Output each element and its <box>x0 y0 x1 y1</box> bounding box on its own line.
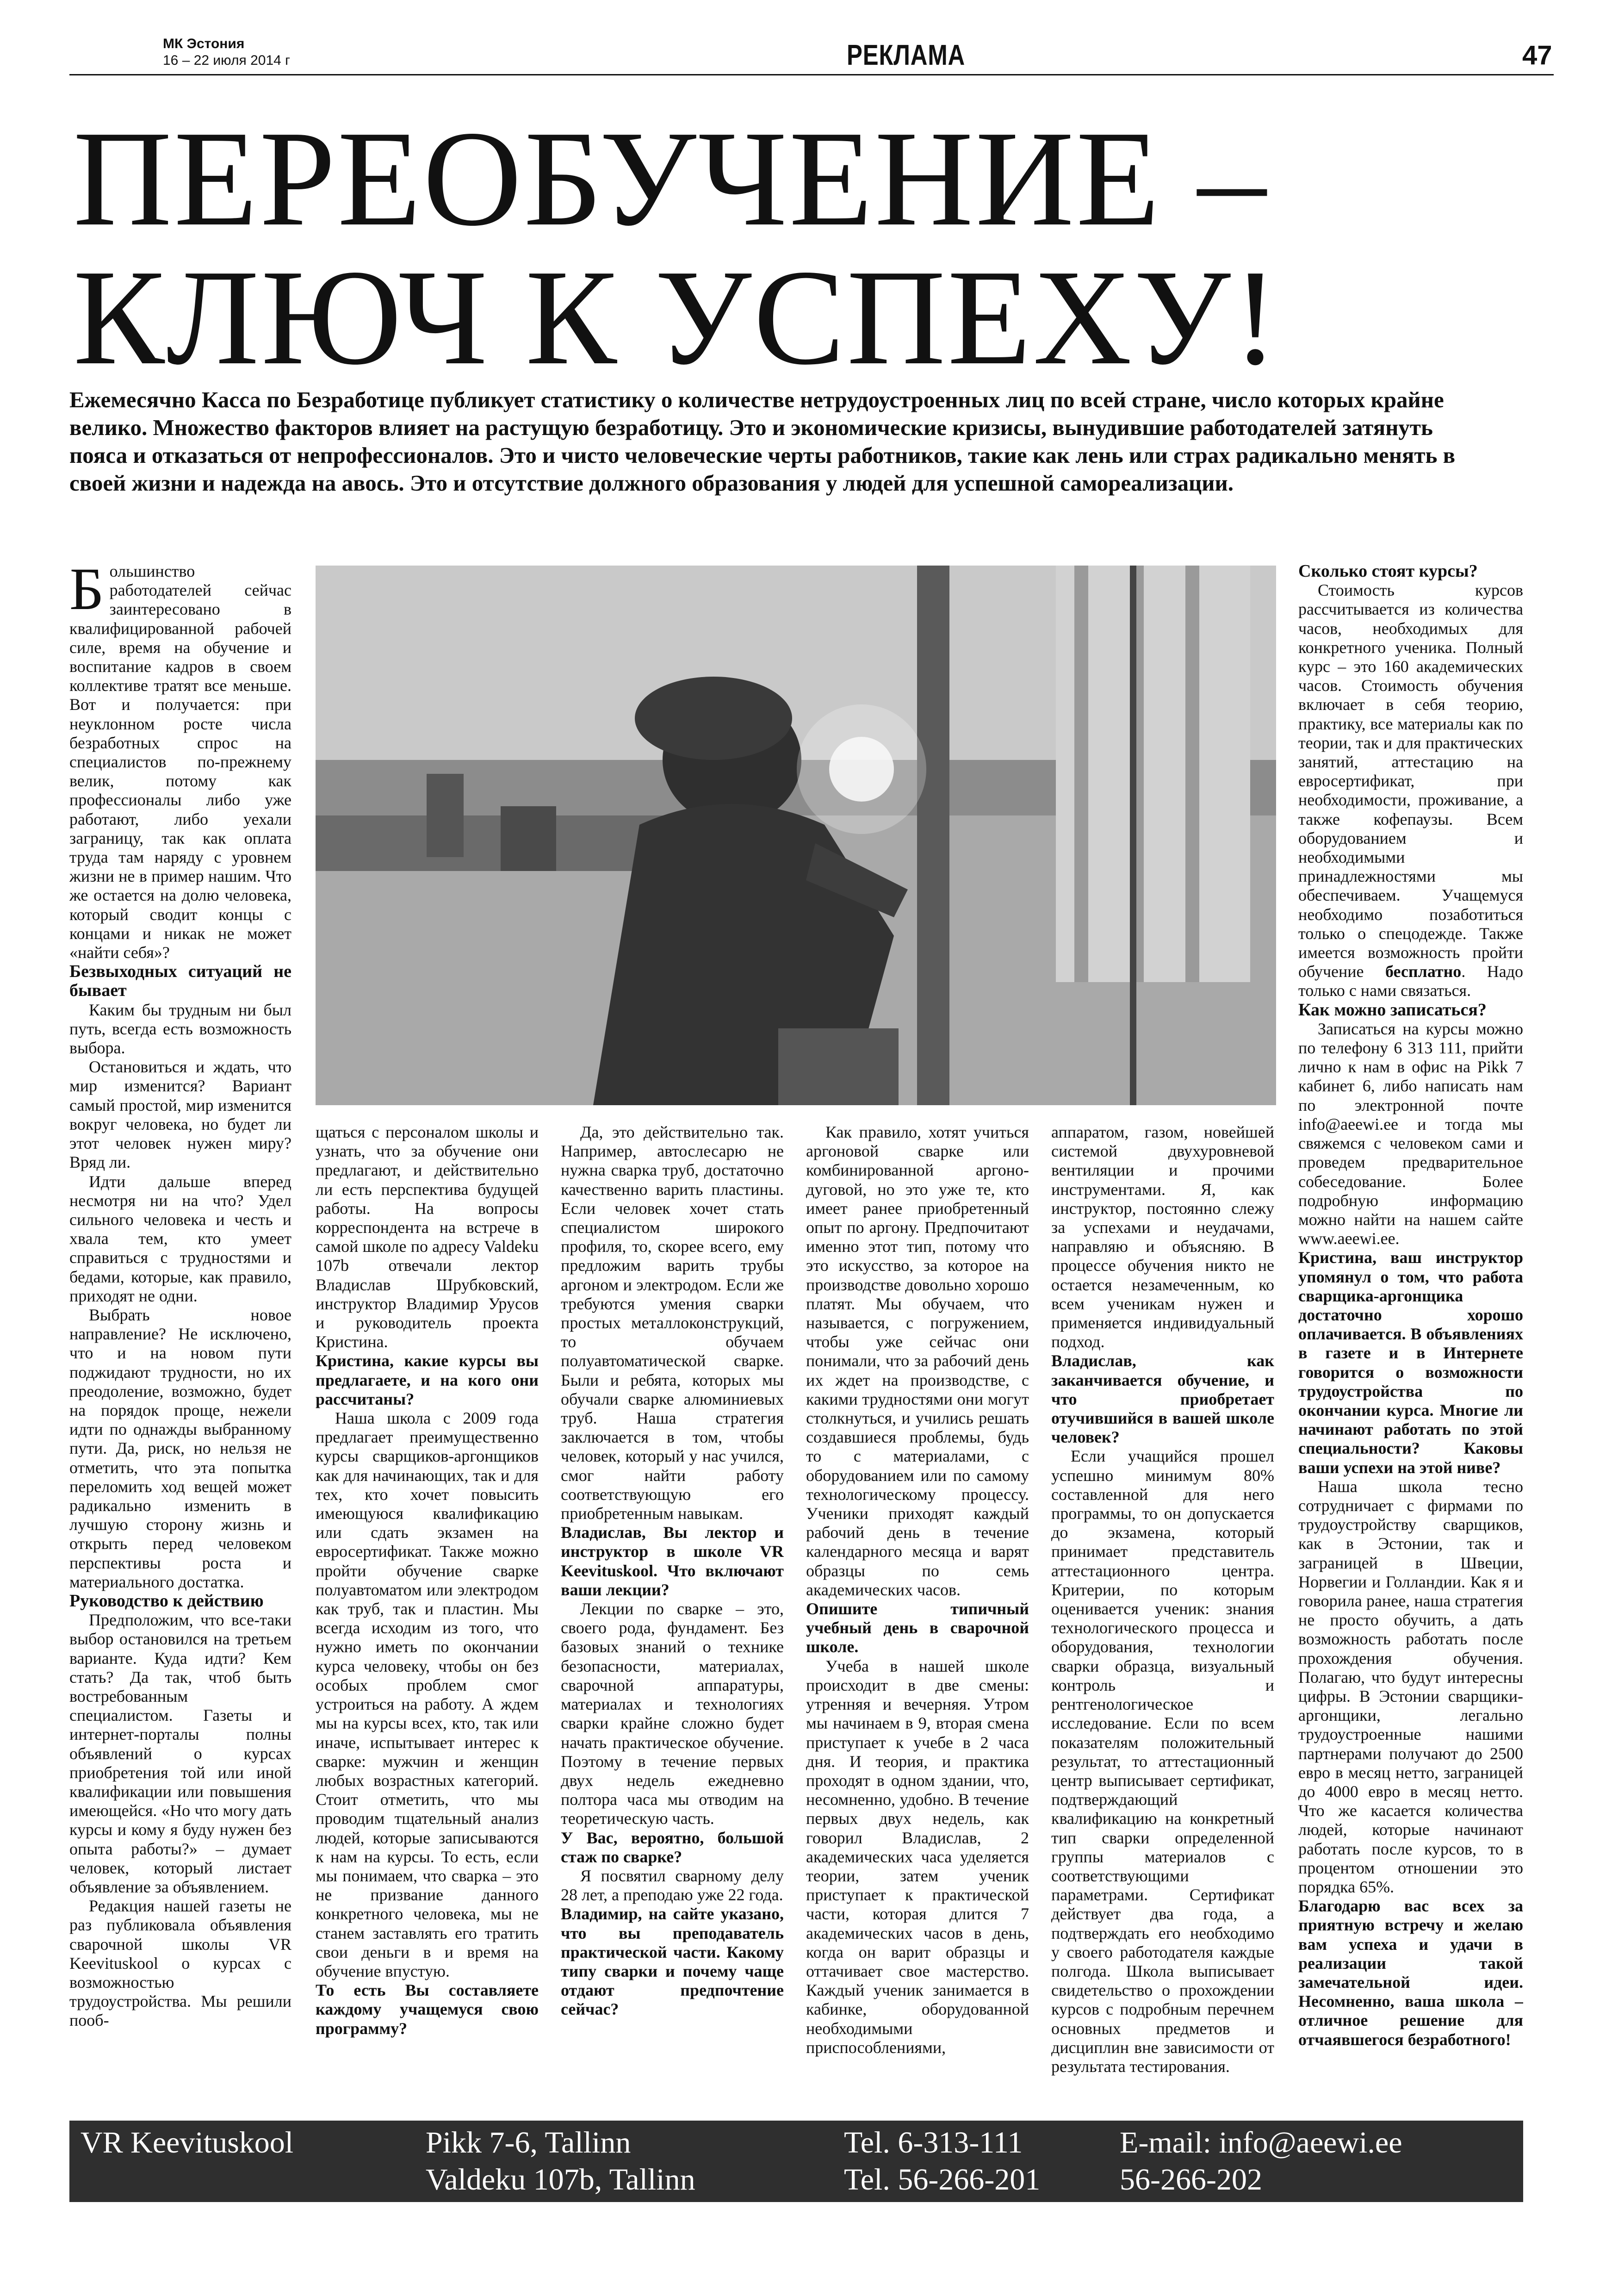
paragraph: Идти дальше вперед несмотря ни на что? Удел сильного человека и честь и хвала тем, кто умеет справиться с трудностями и бедами, которые, как правило, приходят не одни. <box>69 1172 291 1305</box>
interview-question: У Вас, вероятно, большой стаж по сварке? <box>561 1828 784 1866</box>
contact-banner <box>69 2121 1523 2202</box>
interview-question: Владимир, на сайте указано, что вы преподаватель практической части. Какому типу сварки и почему чаще отдают предпочтение сейчас? <box>561 1904 784 2019</box>
paragraph: Записаться на курсы можно по телефону 6 313 111, прийти лично к нам в офис на Pikk 7 кабинет 6, либо написать нам по электронной почте info@aeewi.ee и тогда мы свяжемся с человеком сами и проведем предварительное собеседование. Более подробную информацию можно найти на нашем сайте www.aeewi.ee. <box>1298 1019 1523 1248</box>
interview-question: Кристина, ваш инструктор упомянул о том, что работа сварщика-аргонщика достаточно хорошо оплачивается. В объявлениях в газете и в Интернете говорится о возможности трудоустройства по окончании курса. Многие ли начинают работать по этой специальности? Каковы ваши успехи на этой ниве? <box>1298 1248 1523 1477</box>
welder-photo-illustration <box>316 566 1276 1105</box>
subheading: Как можно записаться? <box>1298 1000 1487 1020</box>
article-column-4 <box>806 1123 1029 2108</box>
paragraph: Лекции по сварке – это, своего рода, фундамент. Без базовых знаний о технике безопасности, материалах, сварочной аппаратуры, материалах и технологиях сварки крайне сложно будет начать практическое обучение. Поэтому в течение первых двух недель ежедневно полтора часа мы отводим на теоретическую часть. <box>561 1599 784 1828</box>
paragraph: Редакция нашей газеты не раз публиковала объявления сварочной школы VR Keevituskool о курсах с возможностью трудоустройства. Мы решили пооб- <box>69 1897 291 2030</box>
emphasis-free: бесплатно <box>1385 962 1462 981</box>
paragraph-text: . Надо только с нами связаться. <box>1298 962 1523 1000</box>
interview-question: Владислав, Вы лектор и инструктор в школе VR Keevituskool. Что включают ваши лекции? <box>561 1523 784 1599</box>
paragraph: Предположим, что все-таки выбор остановился на третьем варианте. Куда идти? Кем стать? Да так, чтоб быть востребованным специалистом. Газеты и интернет-порталы полны объявлений о курсах приобретения той или иной квалификации или повышения имеющейся. «Но что могу дать курсы и кому я буду нужен без опыта работы?» – думает человек, который листает объявление за объявлением. <box>69 1611 291 1897</box>
subheading: Сколько стоят курсы? <box>1298 562 1478 581</box>
article-column-2 <box>316 1123 539 2108</box>
paragraph: Остановиться и ждать, что мир изменится? Вариант самый простой, мир изменится вокруг человека, но будет ли этот человек нужен миру? Вряд ли. <box>69 1058 291 1172</box>
email-address[interactable]: E-mail: info@aeewi.ee <box>1120 2126 1402 2159</box>
phone-3[interactable]: 56-266-202 <box>1120 2163 1262 2196</box>
subheading: Безвыходных ситуаций не бывает <box>69 962 291 1001</box>
paragraph-text: Стоимость курсов рассчитывается из количества часов, необходимых для конкретного ученика. Полный курс – это 160 академических часов. Стоимость обучения включает в себя теорию, практику, все материалы как по теории, так и для практических занятий, аттестацию на евросертификат, при необходимости, проживание, а также кофепаузы. Всем оборудованием и необходимыми принадлежностями мы обеспечиваем. Учащемуся необходимо позаботиться только о спецодежде. Также имеется возможность пройти обучение <box>1298 581 1523 981</box>
interview-question: Опишите типичный учебный день в сварочной школе. <box>806 1599 1029 1656</box>
article-column-6 <box>1298 562 1523 2108</box>
article-column-3 <box>561 1123 784 2108</box>
paragraph: Я посвятил сварному делу 28 лет, а преподаю уже 22 года. <box>561 1866 784 1904</box>
article-column-1 <box>69 562 291 2108</box>
subheading: Руководство к действию <box>69 1591 264 1611</box>
page-number: 47 <box>1522 40 1552 70</box>
lead-paragraph: Ежемесячно Касса по Безработице публикует статистику о количестве нетрудоустроенных лиц по всей стране, число которых крайне велико. Множество факторов влияет на растущую безработицу. Это и экономические кризисы, вынудившие работодателей затянуть пояса и отказаться от непрофессионалов. Это и чисто человеческие черты работников, такие как лень или страх радикально менять в своей жизни и надежда на авось. Это и отсутствие должного образования у людей для успешной самореализации. <box>69 387 1456 496</box>
paragraph-text: ольшинство работодателей сейчас заинтересовано в квалифицированной рабочей силе, время на обучение и воспитание кадров в своем коллективе тратят все меньше. Вот и получается: при неуклонном росте числа безработных спрос на специалистов по-прежнему велик, потому как профессионалы либо уже работают, либо уехали заграницу, так как оплата труда там наряду с уровнем жизни не в пример нашим. Что же остается на долю человека, который сводит концы с концами и никак не может «найти себя»? <box>69 562 291 962</box>
paragraph: Если учащийся прошел успешно минимум 80% составленной для него программы, то он допускается до экзамена, который принимает представитель аттестационного центра. Критерии, по которым оценивается ученик: знания технологического процесса и оборудования, технологии сварки образца, визуальный контроль и рентгенологическое исследование. Если по всем показателям положительный результат, то аттестационный центр выписывает сертификат, подтверждающий квалификацию на конкретный тип сварки определенной группы материалов с соответствующими параметрами. Сертификат действует два года, а подтверждать его необходимо у своего работодателя каждые полгода. Школа выписывает свидетельство о прохождении курсов с подробным перечнем основных предметов и дисциплин вне зависимости от результата тестирования. <box>1051 1447 1274 2076</box>
paragraph: щаться с персоналом школы и узнать, что за обучение они предлагают, и действительно ли есть перспектива будущей работы. На вопросы корреспондента на встрече в самой школе по адресу Valdeku 107b отвечали лектор Владислав Шрубковский, инструктор Владимир Урусов и руководитель проекта Кристина. <box>316 1123 539 1351</box>
welder-photo <box>316 566 1276 1105</box>
paragraph: Каким бы трудным ни был путь, всегда есть возможность выбора. <box>69 1000 291 1058</box>
interview-question: То есть Вы составляете каждому учащемуся свою программу? <box>316 1981 539 2038</box>
issue-date: 16 – 22 июля 2014 г <box>163 53 291 68</box>
article-column-5 <box>1051 1123 1274 2108</box>
paragraph: Да, это действительно так. Например, автослесарю не нужна сварка труб, достаточно качественно варить пластины. Если человек хочет стать специалистом широкого профиля, то, скорее всего, ему предложим варить трубы аргоном и электродом. Если же требуются умения сварки простых металлоконструкций, то обучаем полуавтоматической сварке. Были и ребята, которых мы обучали сварке алюминиевых труб. Наша стратегия заключается в том, чтобы человек, который у нас учился, смог найти работу соответствующую его приобретенным навыкам. <box>561 1123 784 1523</box>
phone-1[interactable]: Tel. 6-313-111 <box>844 2126 1023 2159</box>
interview-question: Владислав, как заканчивается обучение, и что приобретает отучившийся в вашей школе человек? <box>1051 1351 1274 1447</box>
closing-remark: Благодарю вас всех за приятную встречу и желаю вам успеха и удачи в реализации такой замечательной идеи. Несомненно, ваша школа – отличное решение для отчаявшегося безработного! <box>1298 1897 1523 2049</box>
headline-line-2: КЛЮЧ К УСПЕХУ! <box>73 242 1280 393</box>
headline-line-1: ПЕРЕОБУЧЕНИЕ – <box>73 103 1268 255</box>
publication-name: МК Эстония <box>163 36 245 51</box>
address-2: Valdeku 107b, Tallinn <box>426 2163 695 2196</box>
address-1: Pikk 7-6, Tallinn <box>426 2126 631 2159</box>
section-label: РЕКЛАМА <box>847 39 966 71</box>
paragraph: Наша школа с 2009 года предлагает преимущественно курсы сварщиков-аргонщиков как для начинающих, так и для тех, кто хочет повысить имеющуюся квалификацию или сдать экзамен на евросертификат. Также можно пройти обучение сварке полуавтоматом или электродом как труб, так и пластин. Мы всегда исходим из того, что нужно иметь по окончании курса человеку, чтобы он без особых проблем смог устроиться на работу. А ждем мы на курсы всех, кто, так или иначе, испытывает интерес к сварке: мужчин и женщин любых возрастных категорий. Стоит отметить, что мы проводим тщательный анализ людей, которые записываются к нам на курсы. То есть, если мы понимаем, что сварка – это не призвание данного конкретного человека, мы не станем заставлять его тратить свои деньги в и время на обучение впустую. <box>316 1409 539 1980</box>
paragraph: Как правило, хотят учиться аргоновой сварке или комбинированной аргоно-дуговой, но это уже те, кто имеет ранее приобретенный опыт по аргону. Предпочитают именно этот тип, потому что это искусство, за которое на производстве довольно хорошо платят. Мы обучаем, что называется, с погружением, чтобы уже сейчас они понимали, что за рабочий день их ждет на производстве, с какими трудностями они могут столкнуться, и учились решать создавшиеся проблемы, будь то с материалами, с оборудованием или по самому технологическому процессу. Ученики приходят каждый рабочий день в течение календарного месяца и варят образцы по семь академических часов. <box>806 1123 1029 1599</box>
headline <box>73 103 1554 393</box>
paragraph <box>1298 581 1523 1000</box>
paragraph: аппаратом, газом, новейшей системой двухуровневой вентиляции и прочими инструментами. Я, как инструктор, постоянно слежу за успехами и неудачами, направляю и объясняю. В процессе обучения никто не остается незамеченным, ко всем ученикам нужен и применяется индивидуальный подход. <box>1051 1123 1274 1351</box>
paragraph: Выбрать новое направление? Не исключено, что и на новом пути поджидают трудности, но их преодоление, возможно, будет на порядок проще, нежели идти по однажды выбранному пути. Да, риск, но нельзя не отметить, что эта попытка переломить ход вещей может радикально изменить в лучшую сторону жизнь и открыть перед человеком перспективы роста и материального достатка. <box>69 1305 291 1591</box>
interview-question: Кристина, какие курсы вы предлагаете, и на кого они рассчитаны? <box>316 1351 539 1408</box>
paragraph: Учеба в нашей школе происходит в две смены: утренняя и вечерняя. Утром мы начинаем в 9, вторая смена приступает к учебе в 2 часа дня. И теория, и практика проходят в одном здании, что, несомненно, удобно. В течение первых двух недель, как говорил Владислав, 2 академических часа уделяется теории, затем ученик приступает к практической части, которая длится 7 академических часов в день, когда он варит образцы и оттачивает свое мастерство. Каждый ученик занимается в кабинке, оборудованной необходимыми приспособлениями, <box>806 1656 1029 2057</box>
paragraph <box>69 562 291 962</box>
school-name: VR Keevituskool <box>81 2126 294 2159</box>
phone-2[interactable]: Tel. 56-266-201 <box>844 2163 1041 2196</box>
header-divider <box>69 74 1554 75</box>
paragraph: Наша школа тесно сотрудничает с фирмами по трудоустройству сварщиков, как в Эстонии, так и заграницей в Швеции, Норвегии и Голландии. Как я и говорила ранее, наша стратегия не просто обучить, а дать возможность работать после прохождения обучения. Полагаю, что будут интересны цифры. В Эстонии сварщики-аргонщики, легально трудоустроенные нашими партнерами получают до 2500 евро в месяц нетто, заграницей до 4000 евро в месяц нетто. Что же касается количества людей, которые начинают работать после курсов, то в процентом отношении это порядка 65%. <box>1298 1477 1523 1897</box>
drop-cap: Б <box>69 562 104 622</box>
